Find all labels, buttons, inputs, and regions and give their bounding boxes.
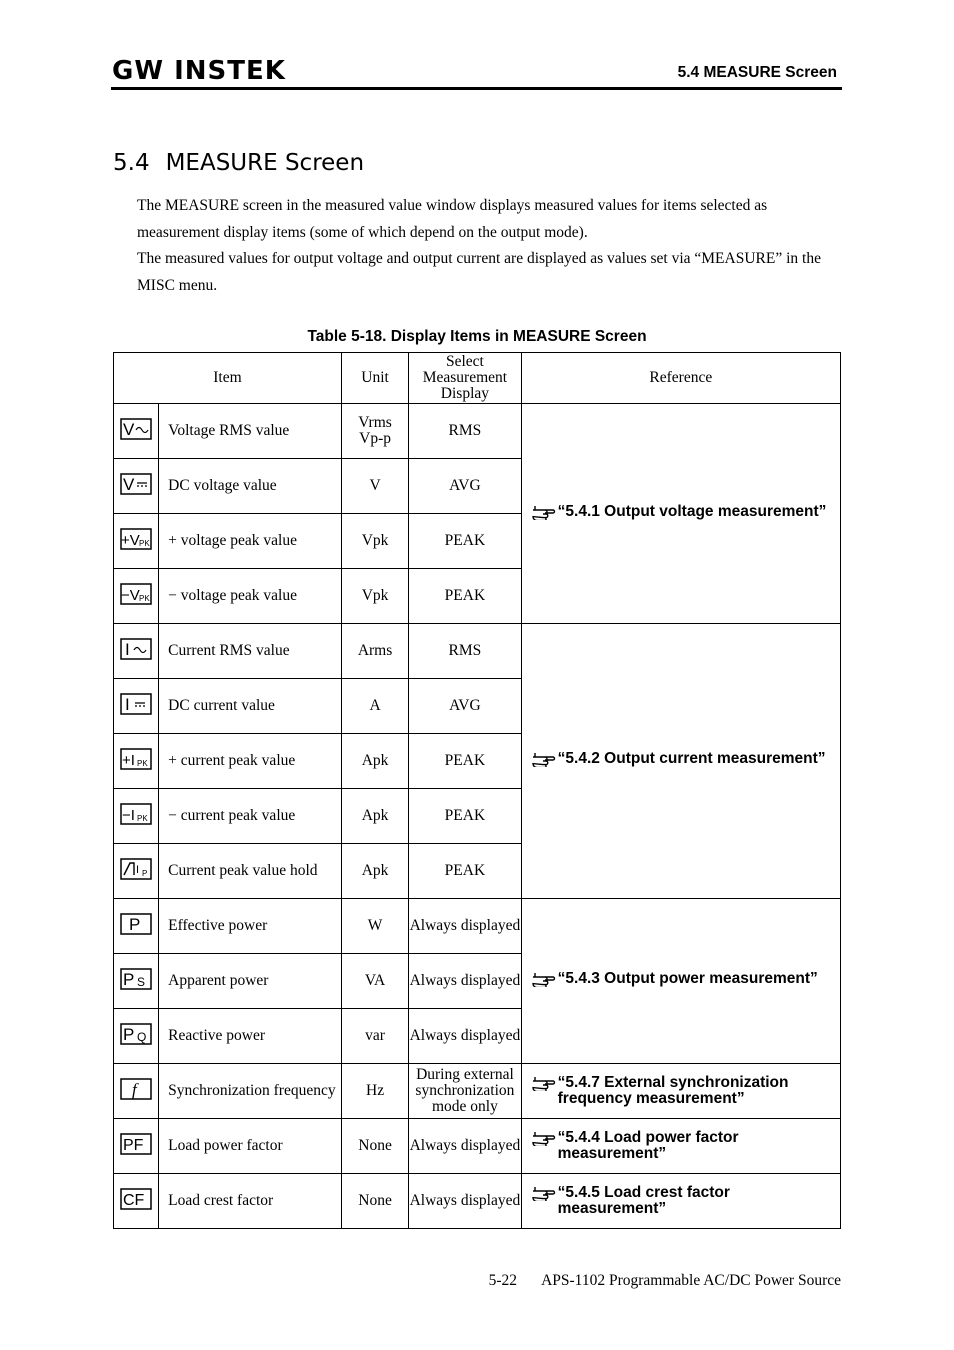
svg-text:P: P xyxy=(142,868,148,878)
svg-text:−I: −I xyxy=(122,806,136,824)
item-icon-cell xyxy=(114,514,159,569)
item-name: − voltage peak value xyxy=(159,569,342,624)
table-header-row xyxy=(114,353,841,404)
voltage-peak-minus-icon xyxy=(120,583,152,605)
product-name: APS-1102 Programmable AC/DC Power Source xyxy=(541,1272,841,1289)
item-name: Reactive power xyxy=(159,1009,342,1064)
header-item: Item xyxy=(114,353,342,404)
item-unit: None xyxy=(341,1174,408,1229)
item-icon-cell xyxy=(114,459,159,514)
item-icon-cell xyxy=(114,734,159,789)
table-caption: Table 5-18. Display Items in MEASURE Screen xyxy=(307,328,647,345)
item-name: Current peak value hold xyxy=(159,844,342,899)
item-icon-cell xyxy=(114,1174,159,1229)
reference-cf xyxy=(521,1174,840,1229)
current-peak-hold-icon xyxy=(120,858,152,880)
item-select-display: AVG xyxy=(409,459,521,514)
voltage-peak-plus-icon xyxy=(120,528,152,550)
item-select-display: RMS xyxy=(409,624,521,679)
reference-text: “5.4.5 Load crest factor measurement” xyxy=(557,1184,730,1217)
item-select-display: During external synchronization mode only xyxy=(409,1064,521,1119)
pointing-hand-icon-wrap xyxy=(532,751,558,771)
item-icon-cell xyxy=(114,624,159,679)
item-name: + voltage peak value xyxy=(159,514,342,569)
item-icon-cell xyxy=(114,1009,159,1064)
item-unit: Vrms Vp-p xyxy=(341,404,408,459)
pointing-hand-icon xyxy=(532,1130,556,1146)
item-select-display: PEAK xyxy=(409,844,521,899)
item-select-display: Always displayed xyxy=(409,1174,521,1229)
pointing-hand-icon xyxy=(532,751,556,767)
running-header: 5.4 MEASURE Screen xyxy=(677,64,837,81)
item-unit: Vpk xyxy=(341,569,408,624)
reference-link[interactable] xyxy=(532,751,840,771)
item-icon-cell xyxy=(114,954,159,1009)
item-icon-cell xyxy=(114,404,159,459)
svg-text:+V: +V xyxy=(121,531,140,549)
pointing-hand-icon xyxy=(532,1185,556,1201)
item-name: + current peak value xyxy=(159,734,342,789)
item-select-display: PEAK xyxy=(409,514,521,569)
svg-text:P: P xyxy=(129,914,141,934)
svg-text:−V: −V xyxy=(121,586,140,604)
reactive-power-icon xyxy=(120,1023,152,1045)
pointing-hand-icon-wrap xyxy=(532,1075,558,1095)
reference-link[interactable] xyxy=(532,1185,840,1217)
item-icon-cell xyxy=(114,899,159,954)
paragraph-1: The MEASURE screen in the measured value window displays measured values for items selected as measurement display items (some of which depend on the output mode). xyxy=(137,197,768,241)
section-heading xyxy=(113,150,364,176)
header-unit: Unit xyxy=(341,353,408,404)
reference-text: “5.4.2 Output current measurement” xyxy=(557,750,826,767)
item-unit: Apk xyxy=(341,844,408,899)
pointing-hand-icon-wrap xyxy=(532,971,558,991)
item-unit: Hz xyxy=(341,1064,408,1119)
item-name: Current RMS value xyxy=(159,624,342,679)
item-unit: Apk xyxy=(341,734,408,789)
paragraph-2: The measured values for output voltage and output current are displayed as values set via “MEASURE” in the MISC menu. xyxy=(137,250,821,294)
item-name: DC voltage value xyxy=(159,459,342,514)
current-rms-icon xyxy=(120,638,152,660)
svg-text:I: I xyxy=(125,639,130,659)
item-select-display: RMS xyxy=(409,404,521,459)
item-name: Effective power xyxy=(159,899,342,954)
svg-text:CF: CF xyxy=(123,1191,145,1209)
svg-text:PK: PK xyxy=(139,538,150,548)
svg-text:I: I xyxy=(136,863,140,876)
item-icon-cell xyxy=(114,789,159,844)
item-name: Load crest factor xyxy=(159,1174,342,1229)
item-select-display: Always displayed xyxy=(409,1119,521,1174)
table-row xyxy=(114,624,841,679)
item-name: DC current value xyxy=(159,679,342,734)
table-row xyxy=(114,1064,841,1119)
reference-link[interactable] xyxy=(532,504,840,524)
item-icon-cell xyxy=(114,1064,159,1119)
item-select-display: Always displayed xyxy=(409,1009,521,1064)
item-select-display: PEAK xyxy=(409,569,521,624)
pointing-hand-icon xyxy=(532,971,556,987)
item-unit: V xyxy=(341,459,408,514)
item-unit: None xyxy=(341,1119,408,1174)
svg-text:f: f xyxy=(132,1079,137,1099)
item-select-display: Always displayed xyxy=(409,954,521,1009)
effective-power-icon xyxy=(120,913,152,935)
item-icon-cell xyxy=(114,569,159,624)
item-name: Apparent power xyxy=(159,954,342,1009)
reference-power xyxy=(521,899,840,1064)
reference-text: “5.4.1 Output voltage measurement” xyxy=(557,502,827,520)
reference-link[interactable] xyxy=(532,1075,840,1107)
item-icon-cell xyxy=(114,844,159,899)
table-row xyxy=(114,404,841,459)
item-select-display: PEAK xyxy=(409,734,521,789)
item-name: − current peak value xyxy=(159,789,342,844)
current-peak-minus-icon xyxy=(120,803,152,825)
pointing-hand-icon xyxy=(532,504,556,520)
item-name: Voltage RMS value xyxy=(159,404,342,459)
voltage-rms-icon xyxy=(120,418,152,440)
gw-instek-logo: GW INSTEK xyxy=(112,56,286,86)
reference-pf xyxy=(521,1119,840,1174)
frequency-icon xyxy=(120,1078,152,1100)
svg-text:PK: PK xyxy=(137,758,148,768)
item-unit: A xyxy=(341,679,408,734)
table-row xyxy=(114,899,841,954)
item-unit: var xyxy=(341,1009,408,1064)
item-unit: Apk xyxy=(341,789,408,844)
apparent-power-icon xyxy=(120,968,152,990)
current-peak-plus-icon xyxy=(120,748,152,770)
item-select-display: PEAK xyxy=(409,789,521,844)
svg-text:PK: PK xyxy=(139,593,150,603)
page-number: 5-22 xyxy=(488,1272,518,1289)
svg-text:P: P xyxy=(123,1024,135,1044)
item-unit: Arms xyxy=(341,624,408,679)
svg-text:PF: PF xyxy=(123,1136,144,1154)
body-text xyxy=(137,193,847,299)
reference-sync xyxy=(521,1064,840,1119)
section-number: 5.4 xyxy=(113,150,150,176)
svg-text:Q: Q xyxy=(137,1029,147,1044)
page-footer xyxy=(0,1272,841,1290)
svg-text:+I: +I xyxy=(122,751,136,769)
reference-voltage xyxy=(521,404,840,624)
pointing-hand-icon-wrap xyxy=(532,1185,558,1205)
crest-factor-icon xyxy=(120,1188,152,1210)
pointing-hand-icon-wrap xyxy=(532,1130,558,1150)
reference-text: “5.4.3 Output power measurement” xyxy=(557,970,818,987)
svg-text:V: V xyxy=(123,474,135,494)
item-select-display: Always displayed xyxy=(409,899,521,954)
svg-text:V: V xyxy=(123,419,135,439)
reference-link[interactable] xyxy=(532,971,840,991)
header-rule xyxy=(111,87,842,90)
svg-text:PK: PK xyxy=(137,813,148,823)
table-row xyxy=(114,1174,841,1229)
item-select-display: AVG xyxy=(409,679,521,734)
header-reference: Reference xyxy=(521,353,840,404)
power-factor-icon xyxy=(120,1133,152,1155)
svg-text:S: S xyxy=(137,974,146,989)
item-unit: Vpk xyxy=(341,514,408,569)
item-name: Synchronization frequency xyxy=(159,1064,342,1119)
reference-text: “5.4.4 Load power factor measurement” xyxy=(557,1129,739,1162)
current-dc-icon xyxy=(120,693,152,715)
measure-items-table xyxy=(113,352,841,1229)
pointing-hand-icon xyxy=(532,1075,556,1091)
item-name: Load power factor xyxy=(159,1119,342,1174)
item-icon-cell xyxy=(114,1119,159,1174)
table-row xyxy=(114,1119,841,1174)
svg-text:I: I xyxy=(125,694,130,714)
voltage-dc-icon xyxy=(120,473,152,495)
section-title: MEASURE Screen xyxy=(165,150,365,176)
item-icon-cell xyxy=(114,679,159,734)
item-unit: W xyxy=(341,899,408,954)
reference-link[interactable] xyxy=(532,1130,840,1162)
reference-text: “5.4.7 External synchronization frequency measurement” xyxy=(557,1074,789,1107)
item-unit: VA xyxy=(341,954,408,1009)
pointing-hand-icon-wrap xyxy=(532,504,558,524)
header-select: Select Measurement Display xyxy=(409,353,521,404)
reference-current xyxy=(521,624,840,899)
svg-text:P: P xyxy=(123,969,135,989)
